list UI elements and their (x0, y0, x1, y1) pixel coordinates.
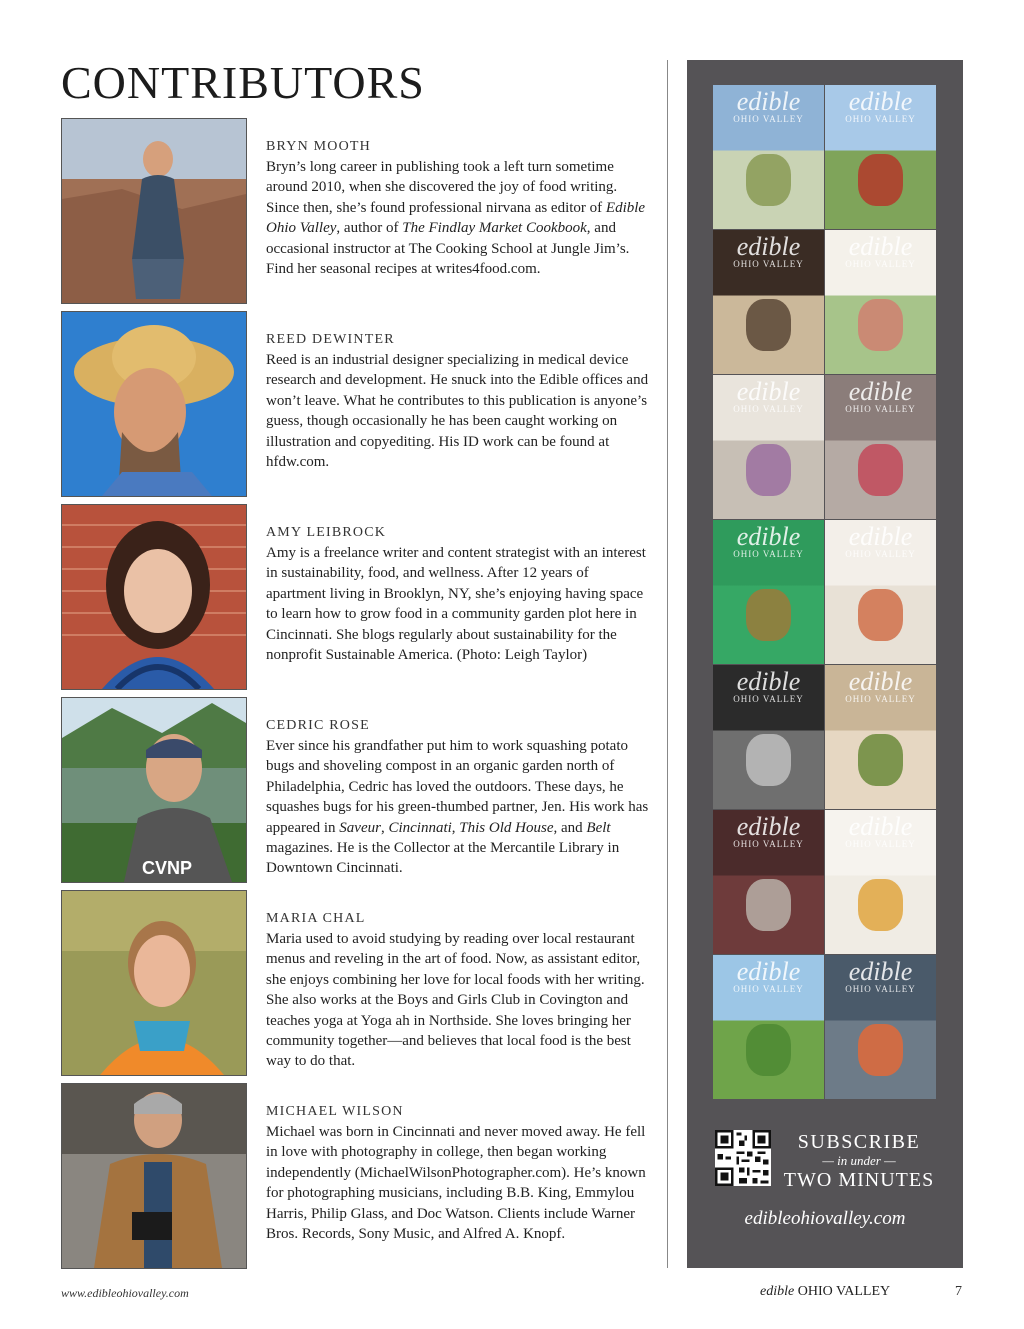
footer-brand-italic: edible (760, 1284, 795, 1299)
page-number: 7 (955, 1284, 962, 1299)
contributor-name: BRYN MOOTH (266, 139, 371, 154)
magazine-cover-field (713, 85, 824, 229)
contributor-name: AMY LEIBROCK (266, 525, 387, 540)
cover-illustration (858, 299, 902, 351)
magazine-cover-ice-cream-scoop (713, 375, 824, 519)
footer-url[interactable]: www.edibleohiovalley.com (61, 1286, 189, 1300)
svg-text:CVNP: CVNP (142, 858, 193, 878)
qr-code[interactable] (715, 1130, 771, 1186)
cover-illustration (858, 589, 902, 641)
contributor-bio: Maria used to avoid studying by reading over local restaurant menus and reveling in the art of food. Now, as assistant editor, she enjoys combining her love for local foods with her writing. She also works at the Boys and Girls Club in Covington and teaches yoga at Yoga ah in Northside. She loves bringing her community together—and believes that local food is the best way to do that. (266, 931, 645, 1070)
cover-masthead: edible (848, 667, 913, 696)
cover-illustration (858, 154, 902, 206)
subscribe-label: SUBSCRIBE (797, 1131, 921, 1153)
column-divider (667, 60, 668, 1268)
contributor-entry (61, 118, 651, 306)
contributor-photo (61, 311, 247, 497)
magazine-cover-market (713, 665, 824, 809)
contributor-photo (61, 890, 247, 1076)
cover-masthead: edible (736, 957, 801, 986)
contributor-photo (61, 1083, 247, 1269)
contributor-photo (61, 118, 247, 304)
cover-masthead: edible (736, 87, 801, 116)
magazine-cover-truck (825, 85, 936, 229)
cover-masthead-sub: OHIO VALLEY (733, 839, 804, 849)
cover-illustration (858, 879, 902, 931)
cover-masthead: edible (848, 87, 913, 116)
two-minutes-label: TWO MINUTES (783, 1169, 935, 1191)
cover-masthead: edible (848, 522, 913, 551)
cover-masthead-sub: OHIO VALLEY (845, 114, 916, 124)
contributor-entry (61, 697, 651, 885)
cover-masthead-sub: OHIO VALLEY (733, 694, 804, 704)
cover-masthead-sub: OHIO VALLEY (733, 984, 804, 994)
magazine-cover-mushroom (825, 810, 936, 954)
cover-masthead-sub: OHIO VALLEY (733, 549, 804, 559)
contributor-photo (61, 504, 247, 690)
footer-brand-rest: OHIO VALLEY (794, 1284, 891, 1299)
in-under-label: — in under — (822, 1153, 896, 1168)
cover-masthead: edible (736, 522, 801, 551)
contributor-bio: Amy is a freelance writer and content strategist with an interest in sustainability, food, and wellness. After 12 years of apartment living in Brooklyn, NY, she’s enjoying having space to learn how to grow food in a community garden plot here in Cincinnati. She blogs regularly about sustainability for the nonprofit Sustainable America. (Photo: Leigh Taylor) (266, 545, 646, 664)
subscribe-ad[interactable] (687, 60, 963, 1268)
contributor-entry (61, 890, 651, 1078)
contributor-bio: Ever since his grandfather put him to work squashing potato bugs and shoveling compost in an organic garden north of Philadelphia, Cedric has loved the outdoors. These days, he squashes bugs for his green-thumbed partner, Jen. His work has appeared in Saveur, Cincinnati, This Old House, and Belt magazines. He is the Collector at the Mercantile Library in Downtown Cincinnati. (266, 738, 649, 877)
contributor-name: CEDRIC ROSE (266, 718, 370, 733)
contributor-photo (61, 697, 247, 883)
magazine-cover-vase (825, 375, 936, 519)
magazine-cover-recipe-cards (713, 230, 824, 374)
cover-masthead-sub: OHIO VALLEY (845, 549, 916, 559)
cover-illustration (746, 154, 790, 206)
contributor-name: MICHAEL WILSON (266, 1104, 404, 1119)
magazine-cover-burger (825, 665, 936, 809)
page-title: CONTRIBUTORS (61, 57, 425, 108)
cover-masthead-sub: OHIO VALLEY (733, 114, 804, 124)
contributor-name: REED DEWINTER (266, 332, 395, 347)
cover-masthead: edible (736, 812, 801, 841)
subscribe-text[interactable] (779, 1130, 939, 1192)
contributor-name: MARIA CHAL (266, 911, 366, 926)
subscribe-url-link[interactable]: edibleohiovalley.com (744, 1208, 906, 1229)
contributor-bio: Reed is an industrial designer specializing in medical device research and development. He snuck into the Edible offices and won’t leave. What he contributes to this publication is anyone’s guess, though occasionally he has been caught working on illustration and copyediting. His ID work can be found at hfdw.com. (266, 352, 649, 471)
cover-masthead: edible (736, 377, 801, 406)
cover-masthead-sub: OHIO VALLEY (733, 259, 804, 269)
contributor-entry (61, 504, 651, 692)
magazine-cover-bottle (825, 955, 936, 1099)
magazine-cover-peas (825, 230, 936, 374)
magazine-cover-wheat (713, 955, 824, 1099)
magazine-cover-grains (713, 520, 824, 664)
cover-illustration (746, 879, 790, 931)
cover-masthead: edible (848, 377, 913, 406)
cover-illustration (858, 1024, 902, 1076)
cover-masthead-sub: OHIO VALLEY (845, 984, 916, 994)
cover-masthead: edible (736, 232, 801, 261)
cover-masthead: edible (848, 812, 913, 841)
cover-masthead-sub: OHIO VALLEY (733, 404, 804, 414)
cover-masthead-sub: OHIO VALLEY (845, 404, 916, 414)
cover-illustration (858, 444, 902, 496)
cover-masthead-sub: OHIO VALLEY (845, 259, 916, 269)
cover-masthead-sub: OHIO VALLEY (845, 694, 916, 704)
contributor-bio: Bryn’s long career in publishing took a left turn sometime around 2010, when she discovered the joy of food writing. Since then, she’s found professional nirvana as editor of Edible Ohio Valley, author of The Findlay Market Cookbook, and occasional instructor at The Cooking School at Jungle Jim’s. Find her seasonal recipes at writes4food.com. (266, 159, 646, 278)
footer-brand (760, 1284, 890, 1300)
cover-masthead: edible (848, 232, 913, 261)
cover-illustration (746, 589, 790, 641)
magazine-cover-egg (825, 520, 936, 664)
cover-masthead: edible (736, 667, 801, 696)
contributor-entry (61, 1083, 651, 1271)
cover-masthead-sub: OHIO VALLEY (845, 839, 916, 849)
cover-illustration (858, 734, 902, 786)
cover-illustration (746, 1024, 790, 1076)
contributor-bio: Michael was born in Cincinnati and never moved away. He fell in love with photography in college, then began working independently (MichaelWilsonPhotographer.com). He’s known for photographing musicians, including B.B. King, Emmylou Harris, Philip Glass, and Doc Watson. Clients include Warner Bros. Records, Sony Music, and Alfred A. Knopf. (266, 1124, 646, 1243)
cover-illustration (746, 444, 790, 496)
cover-illustration (746, 299, 790, 351)
magazine-cover-grid (713, 85, 937, 1099)
magazine-cover-grain-pot (713, 810, 824, 954)
cover-illustration (746, 734, 790, 786)
contributor-entry (61, 311, 651, 499)
cover-masthead: edible (848, 957, 913, 986)
